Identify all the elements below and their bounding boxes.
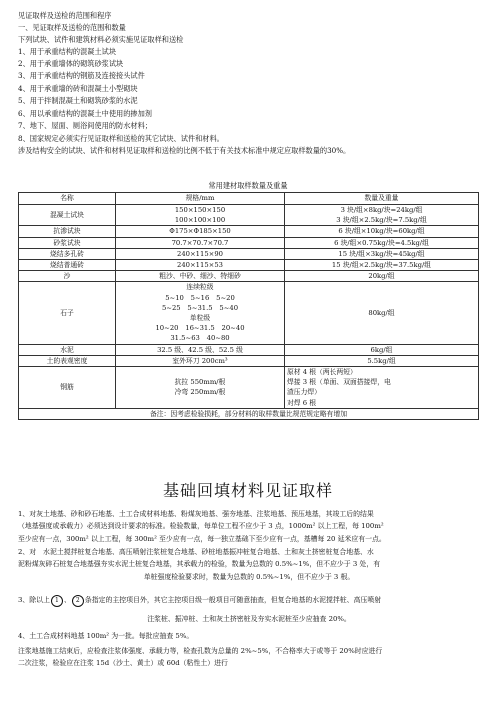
circled-number: 2 [72, 595, 84, 607]
list-item: 3、用于承重结构的钢筋及连接接头试件 [18, 71, 145, 80]
list-item: 2、用于承重墙体的砌筑砂浆试块 [18, 59, 124, 68]
cell-spec: 室外环刀 200cm³ [116, 355, 285, 366]
paragraph-2-continued: 单桩强度检验要求时，数量为总数的 0.5%~1%，但不应少于 3 根。 [143, 573, 355, 581]
cell-name: 抗渗试块 [19, 226, 116, 237]
cell-name: 沙 [19, 271, 116, 282]
table-row [19, 282, 479, 344]
cell-spec: 粗沙、中砂、细沙、特细砂 [116, 271, 285, 282]
cell-qty: 6kg/组 [285, 344, 479, 355]
list-item: 5、用于拌制混凝土和砌筑砂浆的水泥 [18, 96, 138, 105]
table-caption: 常用建材取样数量及重量 [208, 181, 288, 190]
section-title: 基础回填材料见证取样 [162, 481, 333, 500]
paragraph-2: 2、对 水泥土搅拌桩复合地基、高压喷射注浆桩复合地基、砂桩地基振冲桩复合地基、土和灰土挤密桩复合地基、水 泥粉煤灰碎石桩复合地基强夯实水泥土桩复合地基，其承载力的检验，数量为总数的 0.5%~1%，但不应少于 3 处，有 [18, 548, 381, 569]
header-name: 名称 [19, 193, 116, 205]
table-row [19, 205, 479, 226]
section-heading: 一、见证取样及送检的范围和数量 [18, 23, 126, 32]
table-row [19, 367, 479, 409]
list-item: 8、国家规定必须实行见证取样和送检的其它试块、试件和材料。 [18, 134, 224, 143]
table-row [19, 355, 479, 366]
table-note-row [19, 408, 479, 419]
cell-spec: 150×150×150 100×100×100 [116, 205, 285, 226]
paragraph-4: 4、土工合成材料地基 100m² 为一批。每批应抽查 5%。 [18, 632, 194, 640]
cell-spec: 70.7×70.7×70.7 [116, 237, 285, 248]
cell-qty: 3 块/组×8kg/块=24kg/组 3 块/组×2.5kg/块=7.5kg/组 [285, 205, 479, 226]
table-row [19, 271, 479, 282]
list-item: 7、地下、屋面、厕浴间使用的防水材料； [18, 121, 152, 130]
circled-number: 1 [51, 595, 63, 607]
cell-name: 烧结多孔砖 [19, 248, 116, 259]
cell-spec: 抗拉 550mm/根 冷弯 250mm/根 [116, 367, 285, 409]
paragraph-3: 3、除以上 1 、 2 条指定的主控项目外，其它主控项目级一般项目可随意抽查，但复合地基的水泥搅拌桩、高压喷射 [18, 594, 480, 607]
cell-name: 钢筋 [19, 367, 116, 409]
table-row [19, 226, 479, 237]
list-item: 1、用于承重结构的混凝土试块 [18, 47, 117, 56]
table-note: 备注：因考虑检验损耗，部分材料的取样数量比规范规定略有增加 [19, 408, 479, 419]
cell-spec: 240×115×90 [116, 248, 285, 259]
cell-spec: 连续粒级 5~10 5~16 5~20 5~25 5~31.5 5~40 单粒级 10~20 16~31.5 20~40 31.5~63 40~80 [116, 282, 285, 344]
ratio-note: 涉及结构安全的试块、试件和材料见证取样和送检的比例不低于有关技术标准中规定应取样数量的30%。 [18, 146, 351, 155]
paragraph-1: 1、对灰土地基、砂和砂石地基、土工合成材料地基、粉煤灰地基、强夯地基、注浆地基、预压地基，其竣工后的结果 （地基强度或承载力）必须达到设计要求的标准。检验数量，每单位工程不应少于 3 点，1000m² 以上工程，每 100m² 至少应有一点，300m² 以上工程，每 300m² 至少应有一点，每一独立基础下至少应有一点，基槽每 20 延米应有一点。 [18, 510, 386, 543]
cell-qty: 20kg/组 [285, 271, 479, 282]
list-item: 6、用以承重结构的混凝土中使用的掺加剂 [18, 109, 152, 118]
table-row [19, 260, 479, 271]
cell-name: 土的表观密度 [19, 355, 116, 366]
list-item: 4、用于承重墙的砖和混凝土小型砌块 [18, 84, 138, 93]
intro-text: 下列试块、试件和建筑材料必须实施见证取样和送检 [18, 35, 184, 44]
sampling-table [18, 192, 479, 420]
cell-spec: 240×115×53 [116, 260, 285, 271]
cell-qty: 15 块/组×3kg/块=45kg/组 [285, 248, 479, 259]
header-spec: 规格/mm [116, 193, 285, 205]
cell-qty: 6 块/组×10kg/块=60kg/组 [285, 226, 479, 237]
cell-qty: 5.5kg/组 [285, 355, 479, 366]
cell-name: 混凝土试块 [19, 205, 116, 226]
cell-spec: 32.5 级、42.5 级、52.5 级 [116, 344, 285, 355]
doc-title: 见证取样及送检的范围和程序 [18, 11, 112, 20]
cell-name: 石子 [19, 282, 116, 344]
cell-qty: 15 块/组×2.5kg/块=37.5kg/组 [285, 260, 479, 271]
cell-qty: 原材 4 根（两长两短） 焊接 3 根（单面、双面搭接焊，电 渣压力焊） 对焊 6 根 [285, 367, 479, 409]
cell-name: 水泥 [19, 344, 116, 355]
cell-qty: 6 块/组×0.75kg/块=4.5kg/组 [285, 237, 479, 248]
table-row [19, 344, 479, 355]
cell-spec: Φ175×Φ185×150 [116, 226, 285, 237]
cell-name: 砂浆试块 [19, 237, 116, 248]
table-header-row [19, 193, 479, 205]
table-row [19, 237, 479, 248]
table-row [19, 248, 479, 259]
header-qty: 数量及重量 [285, 193, 479, 205]
paragraph-5: 注浆地基施工结束后，应检查注浆体强度、承载力等，检查孔数为总量的 2%~5%，不合格率大于或等于 20%时应进行 二次注浆，检验应在注浆 15d（沙土、黄土）或 60d（粘性土）进行 [18, 647, 383, 668]
cell-name: 烧结普通砖 [19, 260, 116, 271]
paragraph-3-continued: 注浆桩、振冲桩、土和灰土挤密桩及夯实水泥桩至少应抽查 20%。 [147, 615, 351, 623]
cell-qty: 80kg/组 [285, 282, 479, 344]
